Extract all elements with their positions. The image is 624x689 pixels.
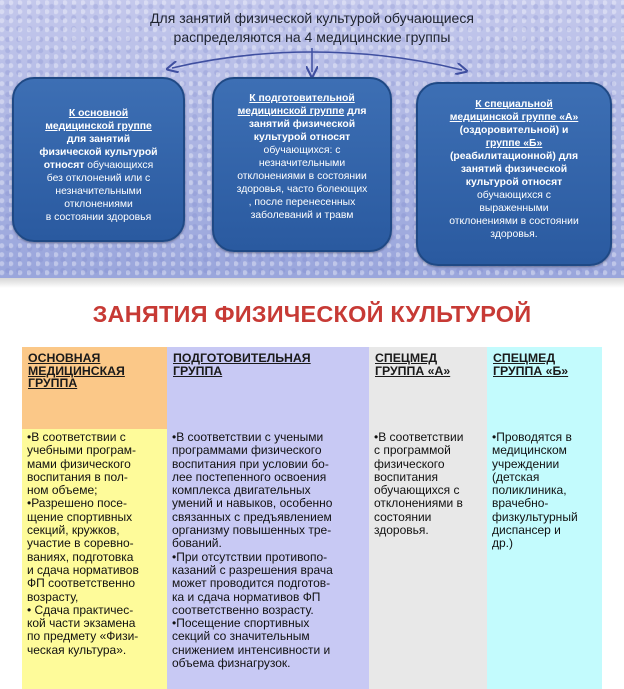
column-special-group-a: [369, 347, 487, 689]
column-header: ПОДГОТОВИТЕЛЬНАЯ ГРУППА: [173, 351, 311, 378]
diagram-title: Для занятий физической культурой обучающиеся распределяются на 4 медицинские группы: [150, 10, 474, 45]
column-body: •Проводятся в медицинском учреждении (детская поликлиника, врачебно- физкультурный диспансер и др.): [492, 430, 578, 551]
section-divider: [0, 278, 624, 288]
column-preparatory-group: [167, 347, 369, 689]
column-header: СПЕЦМЕД ГРУППА «А»: [375, 351, 451, 378]
special-group-box: К специальной медицинской группе «А» (оздоровительной) и группе «Б» (реабилитационной) для занятий физической культурой относят обучающихся с выраженными отклонениями в состоянии здоровья.: [416, 82, 612, 266]
column-body: •В соответствии с учебными програм- мами физического воспитания в пол- ном объеме; •Разрешено посе- щение спортивных секций, кружков, участие в соревно- ваниях, подготовка и сдача нормативов ФП соответственно возрасту, • Сдача практичес- кой части экзамена по предмету «Физи- ческая культура».: [27, 430, 139, 657]
lessons-table-section: [0, 278, 624, 689]
arrow-left: [172, 52, 312, 68]
column-body: •В соответствии с учеными программами физического воспитания при условии бо- лее постепенного освоения комплекса двигательных умений и навыков, особенно связанных с предъявлением организму повышенных тре- бований. •При отсутствии противопо- казаний с разрешения врача может проводится подготов- ка и сдача нормативов ФП соответственно возрасту. •Посещение спортивных секций со значительным снижением интенсивности и объема физнагрузок.: [172, 430, 333, 671]
arrow-right: [312, 52, 462, 70]
basic-group-box: К основной медицинской группе для занятий физической культурой относят обучающихся без отклонений или с незначительными отклонениями в состоянии здоровья: [12, 77, 185, 242]
groups-diagram: [0, 0, 624, 278]
column-header: ОСНОВНАЯ МЕДИЦИНСКАЯ ГРУППА: [22, 347, 167, 429]
column-header: СПЕЦМЕД ГРУППА «Б»: [493, 351, 569, 378]
column-special-group-b: [487, 347, 602, 689]
page-title: ЗАНЯТИЯ ФИЗИЧЕСКОЙ КУЛЬТУРОЙ: [92, 301, 532, 327]
column-basic-group: [22, 347, 167, 689]
column-body: •В соответствии с программой физического воспитания обучающихся с отклонениями в состоянии здоровья.: [374, 430, 464, 538]
preparatory-group-box: К подготовительной медицинской группе для занятий физической культурой относят обучающихся: с незначительными отклонениями в состоянии здоровья, часто болеющих , после перенесенных заболеваний и травм: [212, 77, 392, 252]
